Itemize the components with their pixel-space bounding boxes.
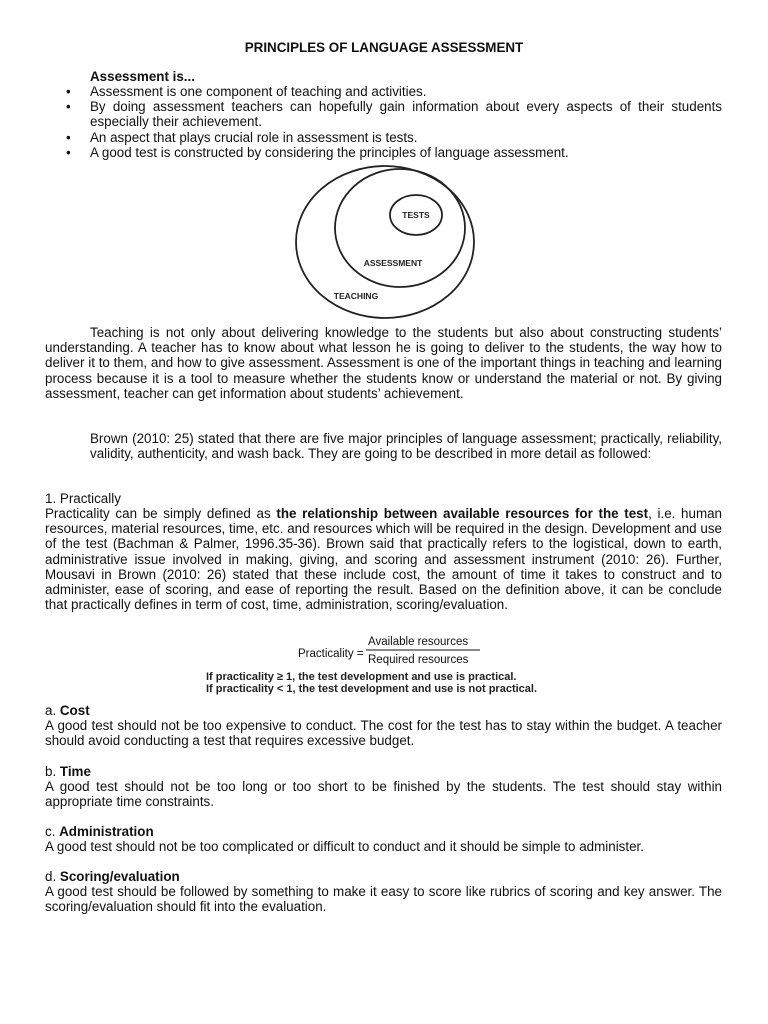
assessment-heading: Assessment is... [90,69,195,84]
formula-numerator: Available resources [368,636,469,648]
teaching-circle [296,166,474,318]
formula-rule-practical: If practicality ≥ 1, the test development and use is practical. [206,671,517,683]
tests-label: TESTS [402,210,430,220]
brown-paragraph: Brown (2010: 25) stated that there are five major principles of language assessment; practically, reliability, validity, authenticity, and wash back. They are going to be described in more detail as followed: [90,431,722,462]
subsection-cost-heading: a. Cost [45,703,90,718]
subsection-cost-text: A good test should not be too expensive to conduct. The cost for the test has to stay within the budget. A teacher should avoid conducting a test that requires excessive budget. [45,718,722,749]
formula-denominator: Required resources [368,654,469,666]
section-practically-text: Practicality can be simply defined as the relationship between available resources for the test, i.e. human resources, material resources, time, etc. and resources which will be required in the design. Development and use of the test (Bachman & Palmer, 1996.35-36). Brown said that practically refers to the logistical, down to earth, administrative issue involved in making, giving, and scoring and assessment instrument (2010: 26). Further, Mousavi in Brown (2010: 26) stated that these include cost, the amount of time it takes to construct and to administer, ease of scoring, and ease of reporting the result. Based on the definition above, it can be conclude that practically defines in term of cost, time, administration, scoring/evaluation. [45,506,722,613]
assessment-label: ASSESSMENT [363,258,423,268]
page-title: PRINCIPLES OF LANGUAGE ASSESSMENT [244,40,524,55]
assessment-circle [335,169,465,287]
subsection-scoring-heading: d. Scoring/evaluation [45,869,180,884]
formula-lhs: Practicality = [298,648,364,660]
subsection-time-text: A good test should not be too long or too short to be finished by the students. The test should stay within appropriate time constraints. [45,779,722,810]
subsection-administration-heading: c. Administration [45,824,154,839]
list-item: • An aspect that plays crucial role in assessment is tests. [66,129,418,145]
practicality-formula [200,630,570,702]
list-item: • Assessment is one component of teaching and activities. [66,84,427,99]
teaching-paragraph: Teaching is not only about delivering knowledge to the students but also about constructing students’ understanding. A teacher has to know about what lesson he is going to deliver to the students, the way how to deliver it to them, and how to give assessment. Assessment is one of the important things in teaching and learning process because it is a tool to measure whether the students know or understand the material or not. By giving assessment, teacher can get information about students’ achievement. [45,325,722,401]
subsection-time-heading: b. Time [45,764,91,779]
teaching-label: TEACHING [333,291,379,301]
subsection-scoring-text: A good test should be followed by something to make it easy to score like rubrics of scoring and key answer. The scoring/evaluation should fit into the evaluation. [45,884,722,915]
subsection-administration-text: A good test should not be too complicated or difficult to conduct and it should be simple to administer. [45,839,644,854]
section-practically-heading: 1. Practically [45,491,121,506]
list-item: • By doing assessment teachers can hopefully gain information about every aspects of their students especially their achievement. [66,99,722,130]
formula-rule-not-practical: If practicality < 1, the test development and use is not practical. [206,683,538,695]
assessment-bullet-list [45,84,722,160]
nested-circles-diagram [290,162,490,322]
list-item: • A good test is constructed by considering the principles of language assessment. [66,144,569,160]
